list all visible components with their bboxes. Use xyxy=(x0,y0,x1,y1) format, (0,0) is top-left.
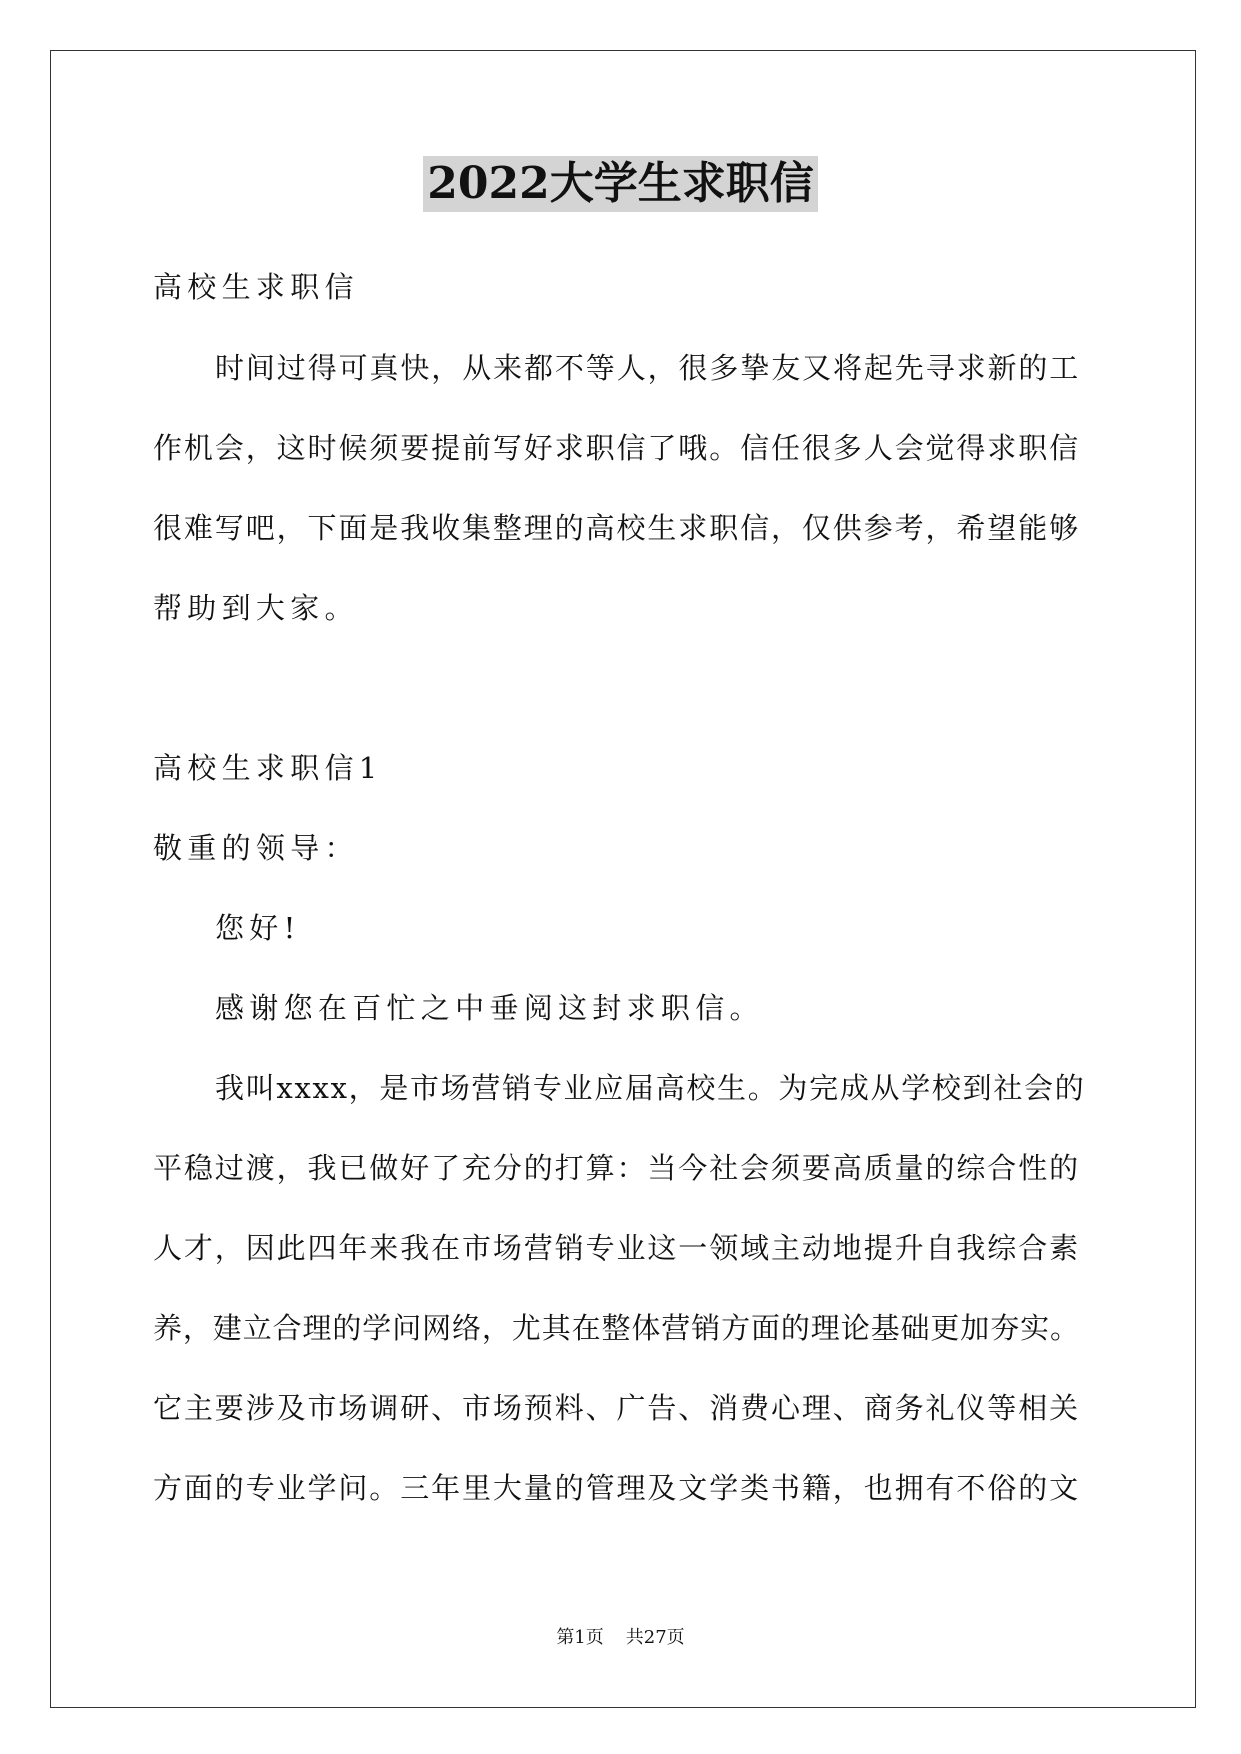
paragraph-line: 养，建立合理的学问网络，尤其在整体营销方面的理论基础更加夯实。 xyxy=(153,1311,1080,1345)
paragraph-line: 很难写吧，下面是我收集整理的高校生求职信，仅供参考，希望能够 xyxy=(153,511,1081,545)
page-total: 共27页 xyxy=(625,1627,685,1648)
salutation: 敬重的领导： xyxy=(153,831,359,865)
paragraph-line: 帮助到大家。 xyxy=(153,591,359,625)
paragraph-line: 时间过得可真快，从来都不等人，很多挚友又将起先寻求新的工 xyxy=(215,351,1081,385)
paragraph-line: 它主要涉及市场调研、市场预料、广告、消费心理、商务礼仪等相关 xyxy=(153,1391,1081,1425)
letter-heading: 高校生求职信1 xyxy=(153,751,383,785)
section-heading: 高校生求职信 xyxy=(153,270,359,304)
title-container xyxy=(0,156,1241,212)
document-title: 2022大学生求职信 xyxy=(423,156,817,212)
paragraph-line: 人才，因此四年来我在市场营销专业这一领域主动地提升自我综合素 xyxy=(153,1231,1081,1265)
greeting: 您好! xyxy=(215,911,301,945)
page-footer xyxy=(0,1626,1241,1650)
paragraph-line: 平稳过渡，我已做好了充分的打算：当今社会须要高质量的综合性的 xyxy=(153,1151,1081,1185)
paragraph-line: 作机会，这时候须要提前写好求职信了哦。信任很多人会觉得求职信 xyxy=(153,431,1081,465)
paragraph-line: 方面的专业学问。三年里大量的管理及文学类书籍，也拥有不俗的文 xyxy=(153,1471,1081,1505)
paragraph-line: 我叫xxxx，是市场营销专业应届高校生。为完成从学校到社会的 xyxy=(215,1071,1086,1105)
paragraph-line: 感谢您在百忙之中垂阅这封求职信。 xyxy=(215,991,764,1025)
page-number: 第1页 xyxy=(556,1627,604,1648)
